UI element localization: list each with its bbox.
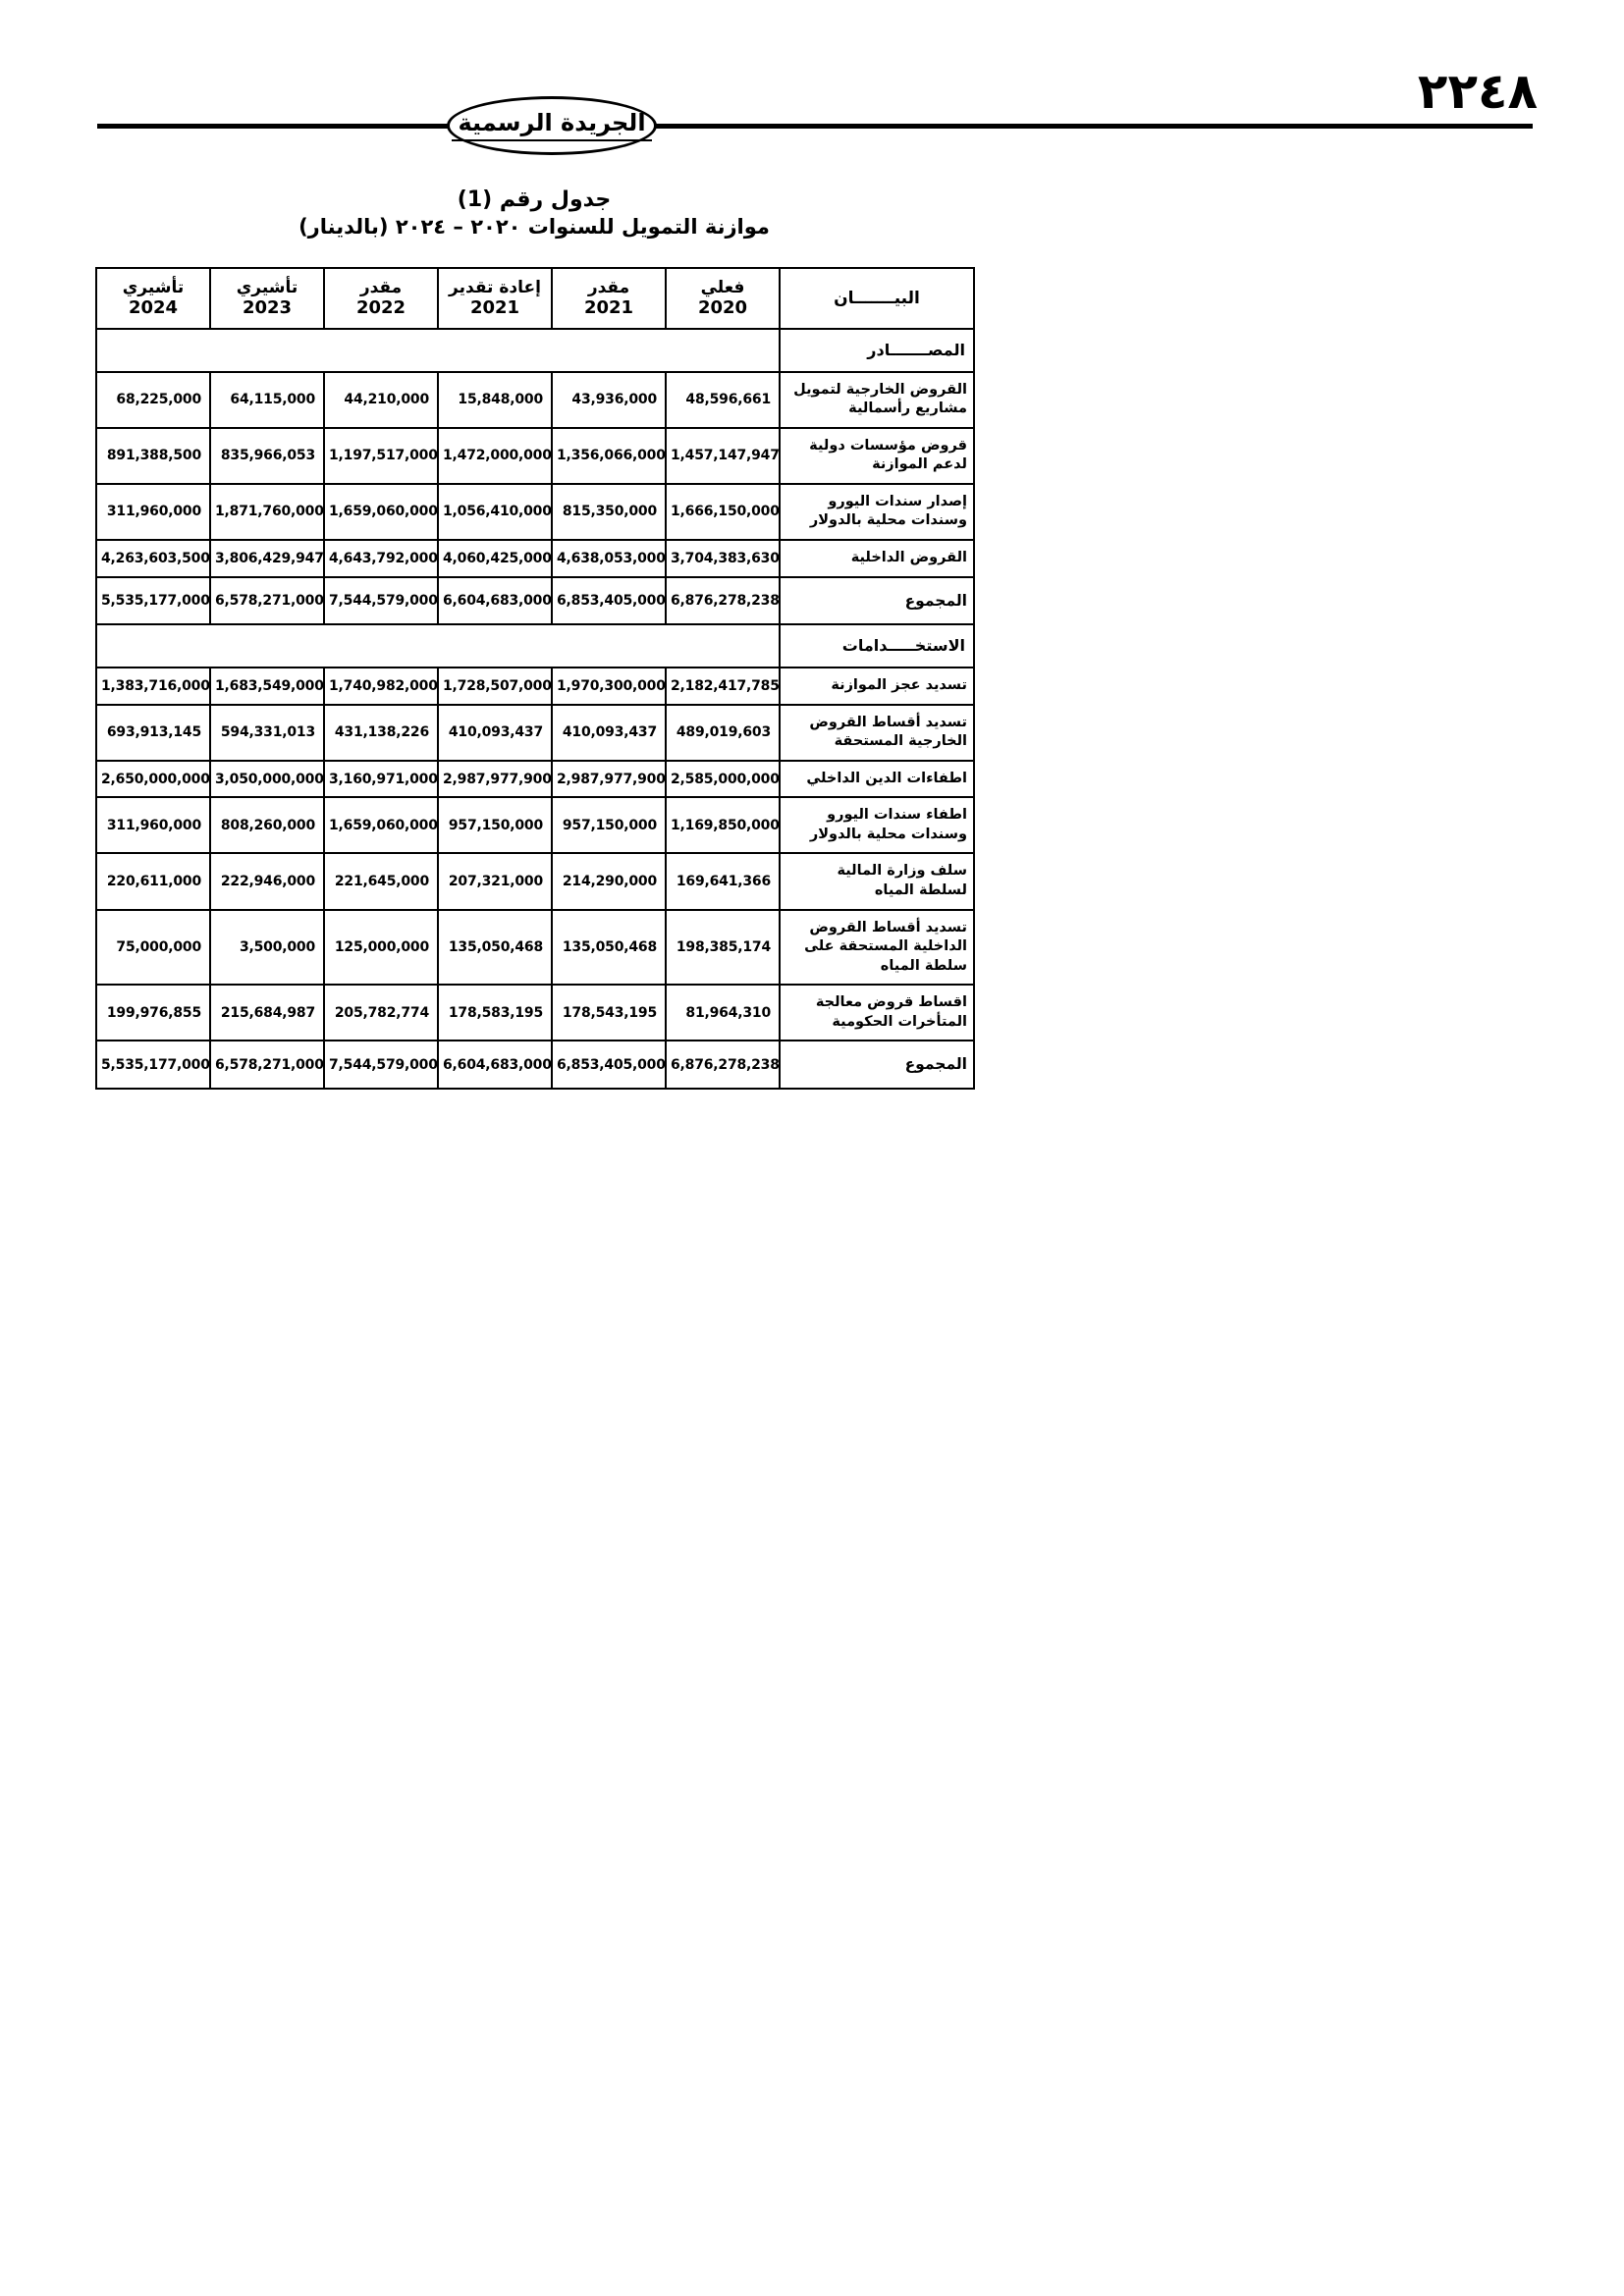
value-cell: 1,356,066,000 xyxy=(552,428,666,484)
value-cell: 4,060,425,000 xyxy=(438,540,552,577)
value-cell: 431,138,226 xyxy=(324,705,438,761)
value-cell: 199,976,855 xyxy=(96,985,210,1041)
row-label: القروض الخارجية لتمويل مشاريع رأسمالية xyxy=(780,372,974,428)
table-body xyxy=(96,329,974,1089)
value-cell: 4,638,053,000 xyxy=(552,540,666,577)
value-cell: 1,383,716,000 xyxy=(96,667,210,705)
value-cell: 693,913,145 xyxy=(96,705,210,761)
header-estimated-2021: مقدر 2021 xyxy=(552,268,666,329)
value-cell: 2,182,417,785 xyxy=(666,667,780,705)
financing-budget-table xyxy=(95,267,975,1090)
value-cell: 220,611,000 xyxy=(96,853,210,909)
value-cell: 2,585,000,000 xyxy=(666,761,780,798)
value-cell: 3,704,383,630 xyxy=(666,540,780,577)
value-cell: 808,260,000 xyxy=(210,797,324,853)
page-number: ٢٢٤٨ xyxy=(1417,63,1538,120)
row-label: تسديد أقساط القروض الداخلية المستحقة على سلطة المياه xyxy=(780,910,974,986)
value-cell: 957,150,000 xyxy=(552,797,666,853)
table-row xyxy=(96,428,974,484)
row-label: إصدار سندات اليورو وسندات محلية بالدولار xyxy=(780,484,974,540)
header-row xyxy=(96,268,974,329)
section-row xyxy=(96,624,974,667)
value-cell: 125,000,000 xyxy=(324,910,438,986)
header-indicative-2024: تأشيري 2024 xyxy=(96,268,210,329)
value-cell: 1,666,150,000 xyxy=(666,484,780,540)
header-reestimate-2021: إعادة تقدير 2021 xyxy=(438,268,552,329)
value-cell: 43,936,000 xyxy=(552,372,666,428)
value-cell: 410,093,437 xyxy=(438,705,552,761)
value-cell: 178,583,195 xyxy=(438,985,552,1041)
value-cell: 169,641,366 xyxy=(666,853,780,909)
value-cell: 1,683,549,000 xyxy=(210,667,324,705)
value-cell: 1,970,300,000 xyxy=(552,667,666,705)
table-row xyxy=(96,853,974,909)
header-description xyxy=(780,268,974,329)
row-label: الاستخـــــدامات xyxy=(780,624,974,667)
value-cell: 135,050,468 xyxy=(552,910,666,986)
value-cell: 64,115,000 xyxy=(210,372,324,428)
value-cell: 957,150,000 xyxy=(438,797,552,853)
section-empty-cell xyxy=(96,329,780,372)
table-row xyxy=(96,705,974,761)
table-row xyxy=(96,761,974,798)
total-row xyxy=(96,1041,974,1089)
value-cell: 3,050,000,000 xyxy=(210,761,324,798)
header-indicative-2023: تأشيري 2023 xyxy=(210,268,324,329)
section-empty-cell xyxy=(96,624,780,667)
value-cell: 489,019,603 xyxy=(666,705,780,761)
section-row xyxy=(96,329,974,372)
row-label: تسديد أقساط القروض الخارجية المستحقة xyxy=(780,705,974,761)
row-label: اطفاء سندات اليورو وسندات محلية بالدولار xyxy=(780,797,974,853)
value-cell: 3,500,000 xyxy=(210,910,324,986)
value-cell: 4,263,603,500 xyxy=(96,540,210,577)
value-cell: 1,056,410,000 xyxy=(438,484,552,540)
masthead-rule xyxy=(97,124,1533,129)
value-cell: 215,684,987 xyxy=(210,985,324,1041)
value-cell: 311,960,000 xyxy=(96,484,210,540)
value-cell: 6,853,405,000 xyxy=(552,1041,666,1089)
table-row xyxy=(96,667,974,705)
row-label: اطفاءات الدين الداخلي xyxy=(780,761,974,798)
value-cell: 1,659,060,000 xyxy=(324,797,438,853)
header-estimated-2022: مقدر 2022 xyxy=(324,268,438,329)
row-label: المجموع xyxy=(780,577,974,625)
value-cell: 7,544,579,000 xyxy=(324,1041,438,1089)
value-cell: 1,871,760,000 xyxy=(210,484,324,540)
value-cell: 2,987,977,900 xyxy=(438,761,552,798)
value-cell: 7,544,579,000 xyxy=(324,577,438,625)
value-cell: 3,160,971,000 xyxy=(324,761,438,798)
value-cell: 1,457,147,947 xyxy=(666,428,780,484)
table-number-title: جدول رقم (1) xyxy=(457,187,612,212)
value-cell: 6,604,683,000 xyxy=(438,577,552,625)
value-cell: 178,543,195 xyxy=(552,985,666,1041)
row-label: القروض الداخلية xyxy=(780,540,974,577)
value-cell: 1,169,850,000 xyxy=(666,797,780,853)
value-cell: 6,578,271,000 xyxy=(210,1041,324,1089)
value-cell: 835,966,053 xyxy=(210,428,324,484)
table-row xyxy=(96,985,974,1041)
value-cell: 5,535,177,000 xyxy=(96,1041,210,1089)
value-cell: 594,331,013 xyxy=(210,705,324,761)
table-row xyxy=(96,797,974,853)
header-description-label: البيـــــــان xyxy=(834,288,920,308)
row-label: سلف وزارة المالية لسلطة المياه xyxy=(780,853,974,909)
value-cell: 1,472,000,000 xyxy=(438,428,552,484)
table-row xyxy=(96,540,974,577)
value-cell: 214,290,000 xyxy=(552,853,666,909)
value-cell: 6,853,405,000 xyxy=(552,577,666,625)
value-cell: 3,806,429,947 xyxy=(210,540,324,577)
value-cell: 75,000,000 xyxy=(96,910,210,986)
row-label: قروض مؤسسات دولية لدعم الموازنة xyxy=(780,428,974,484)
value-cell: 198,385,174 xyxy=(666,910,780,986)
table-row xyxy=(96,910,974,986)
value-cell: 1,740,982,000 xyxy=(324,667,438,705)
value-cell: 815,350,000 xyxy=(552,484,666,540)
header-actual-2020: فعلي 2020 xyxy=(666,268,780,329)
gazette-name-oval xyxy=(447,96,657,155)
value-cell: 4,643,792,000 xyxy=(324,540,438,577)
total-row xyxy=(96,577,974,625)
table-row xyxy=(96,484,974,540)
value-cell: 81,964,310 xyxy=(666,985,780,1041)
value-cell: 15,848,000 xyxy=(438,372,552,428)
value-cell: 6,876,278,238 xyxy=(666,1041,780,1089)
row-label: المجموع xyxy=(780,1041,974,1089)
value-cell: 6,578,271,000 xyxy=(210,577,324,625)
row-label: اقساط قروض معالجة المتأخرات الحكومية xyxy=(780,985,974,1041)
value-cell: 1,197,517,000 xyxy=(324,428,438,484)
row-label: المصـــــــادر xyxy=(780,329,974,372)
table-subtitle: موازنة التمويل للسنوات ٢٠٢٠ – ٢٠٢٤ (بالدينار) xyxy=(298,214,770,239)
value-cell: 2,650,000,000 xyxy=(96,761,210,798)
table-row xyxy=(96,372,974,428)
value-cell: 48,596,661 xyxy=(666,372,780,428)
value-cell: 222,946,000 xyxy=(210,853,324,909)
value-cell: 6,604,683,000 xyxy=(438,1041,552,1089)
value-cell: 891,388,500 xyxy=(96,428,210,484)
value-cell: 1,728,507,000 xyxy=(438,667,552,705)
value-cell: 5,535,177,000 xyxy=(96,577,210,625)
table-header xyxy=(96,268,974,329)
value-cell: 410,093,437 xyxy=(552,705,666,761)
value-cell: 207,321,000 xyxy=(438,853,552,909)
value-cell: 221,645,000 xyxy=(324,853,438,909)
value-cell: 6,876,278,238 xyxy=(666,577,780,625)
value-cell: 68,225,000 xyxy=(96,372,210,428)
row-label: تسديد عجز الموازنة xyxy=(780,667,974,705)
value-cell: 205,782,774 xyxy=(324,985,438,1041)
value-cell: 2,987,977,900 xyxy=(552,761,666,798)
table-title-block xyxy=(95,187,973,240)
value-cell: 311,960,000 xyxy=(96,797,210,853)
gazette-name: الجريدة الرسمية xyxy=(452,110,651,140)
value-cell: 135,050,468 xyxy=(438,910,552,986)
value-cell: 1,659,060,000 xyxy=(324,484,438,540)
value-cell: 44,210,000 xyxy=(324,372,438,428)
